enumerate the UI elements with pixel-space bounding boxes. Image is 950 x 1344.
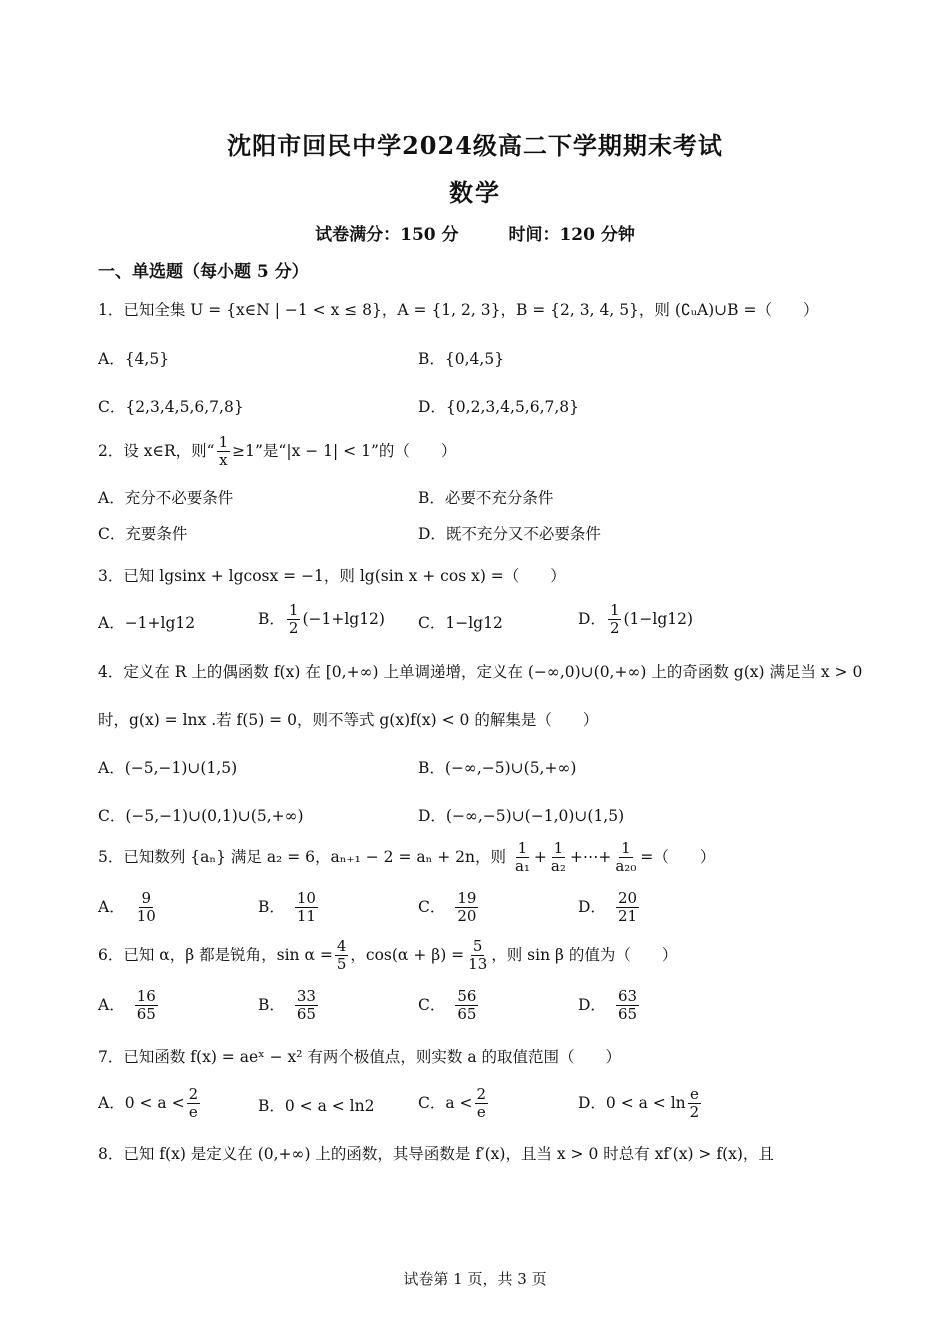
- q3-option-c: C．1−lg12: [418, 614, 503, 632]
- question-1-stem: 1．已知全集 U = {x∈N | −1 < x ≤ 8}，A = {1, 2, 3}，B = {2, 3, 4, 5}，则 (∁ᵤA)∪B =（ ）: [98, 301, 819, 319]
- q5-term-1-den: a₁: [514, 857, 530, 876]
- question-4-stem-line1: 4．定义在 R 上的偶函数 f(x) 在 [0,+∞) 上单调递增，定义在 (−∞,0)∪(0,+∞) 上的奇函数 g(x) 满足当 x > 0: [98, 663, 863, 681]
- q6-stem-pre: 6．已知 α，β 都是锐角，sin α =: [98, 945, 333, 964]
- q5-d-den: 21: [617, 907, 638, 926]
- q7-option-c-text: C．a <: [418, 1093, 473, 1112]
- q3-option-b-frac: [287, 602, 301, 638]
- q2-option-d: D．既不充分又不必要条件: [418, 525, 601, 543]
- q2-option-c: C．充要条件: [98, 525, 188, 543]
- q3-option-d: [578, 602, 693, 638]
- q6-option-c: [418, 988, 480, 1024]
- q6-option-a-frac: [135, 988, 158, 1024]
- q6-option-c-label: C．: [418, 995, 446, 1014]
- q4-option-b: B．(−∞,−5)∪(5,+∞): [418, 759, 577, 777]
- q2-frac-den: x: [219, 451, 228, 470]
- q5-term-2: [549, 840, 568, 876]
- question-6-stem: [98, 938, 677, 974]
- q5-c-den: 20: [457, 907, 477, 926]
- q3-option-b: [258, 602, 385, 638]
- q3-d-half-den: 2: [609, 619, 620, 638]
- q3-b-half-den: 2: [288, 619, 299, 638]
- q6-option-b-label: B．: [258, 995, 285, 1014]
- q5-option-d-label: D．: [578, 897, 606, 916]
- q5-option-c-frac: [455, 890, 478, 926]
- q4-option-d: D．(−∞,−5)∪(−1,0)∪(1,5): [418, 807, 625, 825]
- q3-option-b-expr: (−1+lg12): [302, 609, 385, 628]
- q3-d-half-num: 1: [609, 601, 620, 619]
- q5-term-3: [613, 840, 638, 876]
- q3-option-b-label: B．: [258, 609, 285, 628]
- q7-option-d: [578, 1086, 703, 1122]
- q5-a-num: 9: [141, 889, 152, 907]
- q6-d-den: 65: [617, 1005, 638, 1024]
- q1-option-b: B．{0,4,5}: [418, 350, 505, 368]
- q6-cos-num: 5: [472, 937, 483, 955]
- q3-option-d-expr: (1−lg12): [623, 609, 694, 628]
- q7-option-d-frac: [688, 1086, 702, 1122]
- q5-option-c: [418, 890, 480, 926]
- q5-option-a-frac: [135, 890, 158, 926]
- q5-option-a-label: A．: [98, 897, 125, 916]
- q7-option-c: [418, 1086, 490, 1122]
- question-3-stem: 3．已知 lgsinx + lgcosx = −1，则 lg(sin x + cos x) =（ ）: [98, 567, 566, 585]
- q6-cos-den: 13: [468, 955, 488, 974]
- q7-a-den: e: [188, 1103, 198, 1122]
- q5-b-num: 10: [296, 889, 316, 907]
- q7-option-a-text: A．0 < a <: [98, 1093, 185, 1112]
- q6-c-num: 56: [457, 987, 477, 1005]
- q6-c-den: 65: [457, 1005, 477, 1024]
- section-title: 一、单选题（每小题 5 分）: [98, 262, 309, 282]
- q7-option-d-text: D．0 < a < ln: [578, 1093, 686, 1112]
- q6-sin-den: 5: [336, 955, 347, 974]
- q2-frac-num: 1: [218, 433, 229, 451]
- q6-option-a: [98, 988, 160, 1024]
- q1-option-d: D．{0,2,3,4,5,6,7,8}: [418, 398, 580, 416]
- q6-option-b: [258, 988, 320, 1024]
- q6-option-d-label: D．: [578, 995, 606, 1014]
- q5-stem-post: =（ ）: [640, 847, 716, 866]
- q5-a-den: 10: [136, 907, 156, 926]
- q6-b-den: 65: [296, 1005, 316, 1024]
- q5-term-2-num: 1: [553, 839, 564, 857]
- q5-option-d-frac: [616, 890, 639, 926]
- q7-c-num: 2: [476, 1085, 487, 1103]
- q7-option-a-frac: [187, 1086, 201, 1122]
- q6-option-c-frac: [455, 988, 478, 1024]
- q3-option-d-frac: [608, 602, 622, 638]
- q7-c-den: e: [476, 1103, 486, 1122]
- q5-term-3-den: a₂₀: [615, 857, 637, 876]
- q3-option-d-label: D．: [578, 609, 606, 628]
- q6-a-den: 65: [136, 1005, 156, 1024]
- q3-b-half-num: 1: [288, 601, 299, 619]
- q7-a-num: 2: [188, 1085, 199, 1103]
- q6-a-num: 16: [136, 987, 156, 1005]
- q1-option-a: A．{4,5}: [98, 350, 170, 368]
- q5-stem-pre: 5．已知数列 {aₙ} 满足 a₂ = 6，aₙ₊₁ − 2 = aₙ + 2n，则: [98, 847, 506, 866]
- q6-option-b-frac: [295, 988, 318, 1024]
- q6-sin-frac: [335, 938, 349, 974]
- question-8-stem: 8．已知 f(x) 是定义在 (0,+∞) 上的函数，其导函数是 f′(x)，且当 x > 0 时总有 xf′(x) > f(x)，且: [98, 1145, 774, 1163]
- q7-option-a: [98, 1086, 202, 1122]
- q6-b-num: 33: [296, 987, 316, 1005]
- exam-title: 沈阳市回民中学2024级高二下学期期末考试: [227, 131, 723, 160]
- q5-d-num: 20: [617, 889, 638, 907]
- q2-stem-pre: 2．设 x∈R，则“: [98, 441, 215, 460]
- q5-term-3-num: 1: [621, 839, 631, 857]
- q5-option-b-label: B．: [258, 897, 285, 916]
- q5-option-c-label: C．: [418, 897, 446, 916]
- q4-option-a: A．(−5,−1)∪(1,5): [98, 759, 238, 777]
- q5-b-den: 11: [296, 907, 316, 926]
- question-7-stem: 7．已知函数 f(x) = aeˣ − x² 有两个极值点，则实数 a 的取值范围（ ）: [98, 1048, 622, 1066]
- q2-stem-post: ≥1”是“|x − 1| < 1”的（ ）: [232, 441, 457, 460]
- q5-option-d: [578, 890, 641, 926]
- question-2-stem: [98, 434, 456, 470]
- q5-term-1: [513, 840, 532, 876]
- q6-d-num: 63: [617, 987, 638, 1005]
- q6-cos-frac: [466, 938, 489, 974]
- q2-fraction: [217, 434, 231, 470]
- q6-option-d-frac: [616, 988, 639, 1024]
- q5-option-b-frac: [295, 890, 318, 926]
- q7-option-c-frac: [475, 1086, 489, 1122]
- exam-time: 时间：120 分钟: [508, 225, 635, 245]
- q4-option-c: C．(−5,−1)∪(0,1)∪(5,+∞): [98, 807, 304, 825]
- q6-option-a-label: A．: [98, 995, 125, 1014]
- q5-option-a: [98, 890, 160, 926]
- q6-stem-post: ，则 sin β 的值为（ ）: [491, 945, 678, 964]
- q6-sin-num: 4: [336, 937, 347, 955]
- question-4-stem-line2: 时，g(x) = lnx .若 f(5) = 0，则不等式 g(x)f(x) < 0 的解集是（ ）: [98, 711, 599, 729]
- q3-option-a: A．−1+lg12: [98, 614, 196, 632]
- exam-meta: [0, 220, 950, 245]
- q5-term-2-den: a₂: [550, 857, 566, 876]
- q5-c-num: 19: [457, 889, 477, 907]
- q5-term-1-num: 1: [517, 839, 528, 857]
- q6-stem-mid: ，cos(α + β) =: [350, 945, 465, 964]
- q1-option-c: C．{2,3,4,5,6,7,8}: [98, 398, 244, 416]
- question-5-stem: 5．已知数列 {aₙ} 满足 a₂ = 6，aₙ₊₁ − 2 = aₙ + 2n，则 $\frac{1}{\text{a₁}}$ + $\frac{1}{\text{a₂}}$ +⋯+ $\frac{1}{\text{a₂₀}}$ =（ ）: [98, 839, 716, 876]
- q7-d-num: e: [689, 1085, 699, 1103]
- full-score: 试卷满分：150 分: [315, 225, 459, 245]
- page-footer: 试卷第 1 页，共 3 页: [403, 1270, 547, 1288]
- q5-option-b: [258, 890, 320, 926]
- q7-option-b: B．0 < a < ln2: [258, 1097, 375, 1115]
- q6-option-d: [578, 988, 641, 1024]
- q2-option-b: B．必要不充分条件: [418, 489, 554, 507]
- subject-title: 数学: [449, 178, 501, 207]
- q7-d-den: 2: [689, 1103, 700, 1122]
- q2-option-a: A．充分不必要条件: [98, 489, 234, 507]
